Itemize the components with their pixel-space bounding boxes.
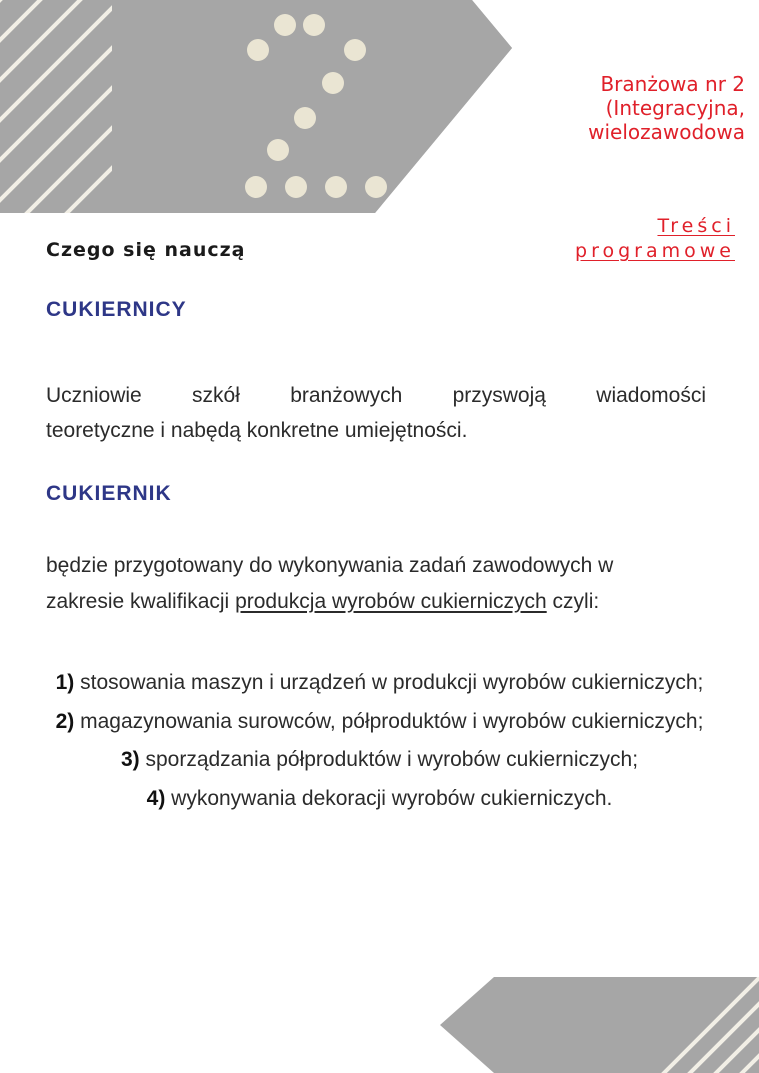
footer-decoration	[440, 977, 759, 1073]
list-item-text: magazynowania surowców, półproduktów i wyrobów cukierniczych;	[74, 709, 704, 733]
list-item	[46, 780, 713, 819]
school-name-line2: (Integracyjna,	[605, 96, 745, 120]
desc-prefix: zakresie kwalifikacji	[46, 590, 236, 613]
list-item-number: 2)	[55, 709, 75, 733]
heading-cukiernicy: CUKIERNICY	[46, 298, 187, 321]
list-item-text: sporządzania półproduktów i wyrobów cukierniczych;	[139, 748, 639, 771]
skills-list	[46, 664, 713, 818]
intro-paragraph	[46, 378, 706, 448]
list-item	[46, 703, 713, 742]
section-link-line2[interactable]: programowe	[575, 240, 735, 262]
list-item-text: stosowania maszyn i urządzeń w produkcji wyrobów cukierniczych;	[74, 671, 704, 694]
desc-line1: będzie przygotowany do wykonywania zadań zawodowych w	[46, 554, 614, 577]
heading-cukiernik: CUKIERNIK	[46, 482, 172, 505]
list-item-number: 4)	[146, 786, 166, 810]
list-item-number: 3)	[120, 748, 140, 771]
intro-line2: teoretyczne i nabędą konkretne umiejętności.	[46, 419, 468, 442]
school-name	[485, 72, 745, 144]
page-subtitle: Czego się nauczą	[46, 239, 246, 261]
school-name-line3: wielozawodowa	[588, 120, 745, 144]
header-decoration	[0, 0, 512, 215]
desc-suffix: czyli:	[546, 590, 600, 613]
list-item	[46, 741, 713, 780]
list-item	[46, 664, 713, 703]
section-link-line1[interactable]: Treści	[657, 215, 735, 237]
list-item-number: 1)	[55, 671, 75, 694]
intro-line1: Uczniowie szkół branżowych przyswoją wiadomości	[46, 384, 706, 407]
description-paragraph	[46, 548, 716, 620]
school-name-line1: Branżowa nr 2	[600, 72, 745, 96]
section-link[interactable]	[535, 214, 735, 264]
list-item-text: wykonywania dekoracji wyrobów cukierniczych.	[165, 786, 613, 810]
qualification-link[interactable]: produkcja wyrobów cukierniczych	[235, 590, 547, 613]
